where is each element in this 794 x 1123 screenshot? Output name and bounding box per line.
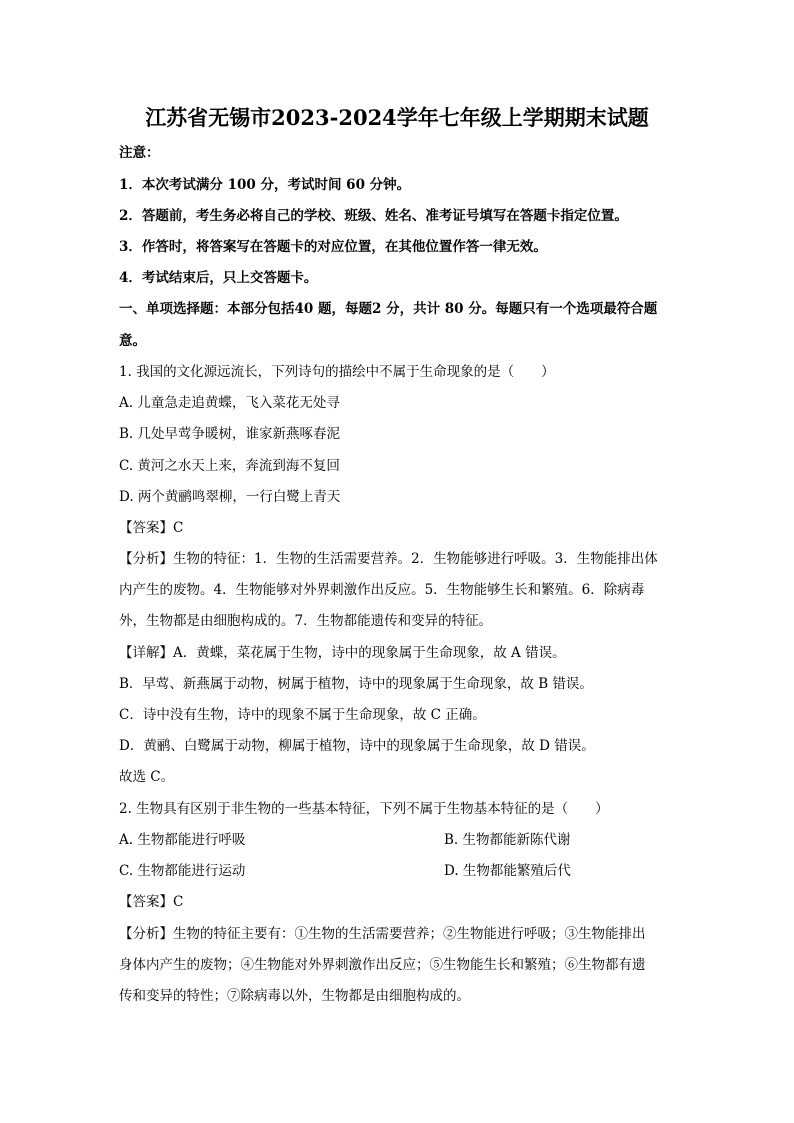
question-2-option-a: A. 生物都能进行呼吸 (119, 832, 246, 848)
question-2-option-d: D. 生物都能繁殖后代 (444, 863, 571, 879)
question-1-detail-line: B．早莺、新燕属于动物，树属于植物，诗中的现象属于生命现象，故 B 错误。 (119, 676, 593, 692)
question-1-option-c: C. 黄河之水天上来，奔流到海不复回 (119, 458, 340, 474)
question-2-analysis-line: 传和变异的特性；⑦除病毒以外，生物都是由细胞构成的。 (119, 988, 470, 1004)
question-1-option-b: B. 几处早莺争暖树，谁家新燕啄春泥 (119, 426, 341, 442)
notice-item-2: 2．答题前，考生务必将自己的学校、班级、姓名、准考证号填写在答题卡指定位置。 (119, 208, 628, 224)
question-1-analysis-line: 内产生的废物。4．生物能够对外界刺激作出反应。5．生物能够生长和繁殖。6．除病毒 (119, 582, 645, 598)
question-1-answer: 【答案】C (119, 520, 184, 536)
notice-header: 注意： (119, 145, 160, 161)
question-2-stem: 2. 生物具有区别于非生物的一些基本特征，下列不属于生物基本特征的是（ ） (119, 801, 609, 817)
question-1-option-a: A. 儿童急走追黄蝶，飞入菜花无处寻 (119, 395, 340, 411)
page-title: 江苏省无锡市2023-2024学年七年级上学期期末试题 (145, 105, 649, 130)
question-1-analysis-line: 外，生物都是由细胞构成的。7．生物都能遗传和变异的特征。 (119, 613, 493, 629)
question-1-detail-line: D．黄鹂、白鹭属于动物，柳属于植物，诗中的现象属于生命现象，故 D 错误。 (119, 738, 595, 754)
question-2-answer: 【答案】C (119, 894, 184, 910)
question-1-detail-line: 【详解】A．黄蝶，菜花属于生物，诗中的现象属于生命现象，故 A 错误。 (119, 645, 566, 661)
question-1-conclusion: 故选 C。 (119, 769, 175, 785)
section-heading-line-1: 一、单项选择题：本部分包括40 题，每题2 分，共计 80 分。每题只有一个选项最符合题 (119, 301, 658, 317)
question-2-analysis-line: 【分析】生物的特征主要有：①生物的生活需要营养；②生物能进行呼吸；③生物能排出 (119, 926, 646, 942)
question-2-option-c: C. 生物都能进行运动 (119, 863, 246, 879)
question-1-stem: 1. 我国的文化源远流长，下列诗句的描绘中不属于生命现象的是（ ） (119, 364, 555, 380)
question-2-analysis-line: 身体内产生的废物；④生物能对外界刺激作出反应；⑤生物能生长和繁殖；⑥生物都有遗 (119, 957, 646, 973)
notice-item-3: 3．作答时，将答案写在答题卡的对应位置，在其他位置作答一律无效。 (119, 239, 547, 255)
question-2-option-b: B. 生物都能新陈代谢 (444, 832, 571, 848)
question-1-option-d: D. 两个黄鹂鸣翠柳，一行白鹭上青天 (119, 489, 341, 505)
notice-item-4: 4．考试结束后，只上交答题卡。 (119, 270, 318, 286)
section-heading-line-2: 意。 (119, 333, 146, 349)
notice-item-1: 1．本次考试满分 100 分，考试时间 60 分钟。 (119, 177, 411, 193)
question-1-detail-line: C．诗中没有生物，诗中的现象不属于生命现象，故 C 正确。 (119, 707, 486, 723)
question-1-analysis-line: 【分析】生物的特征：1．生物的生活需要营养。2．生物能够进行呼吸。3．生物能排出体 (119, 551, 658, 567)
